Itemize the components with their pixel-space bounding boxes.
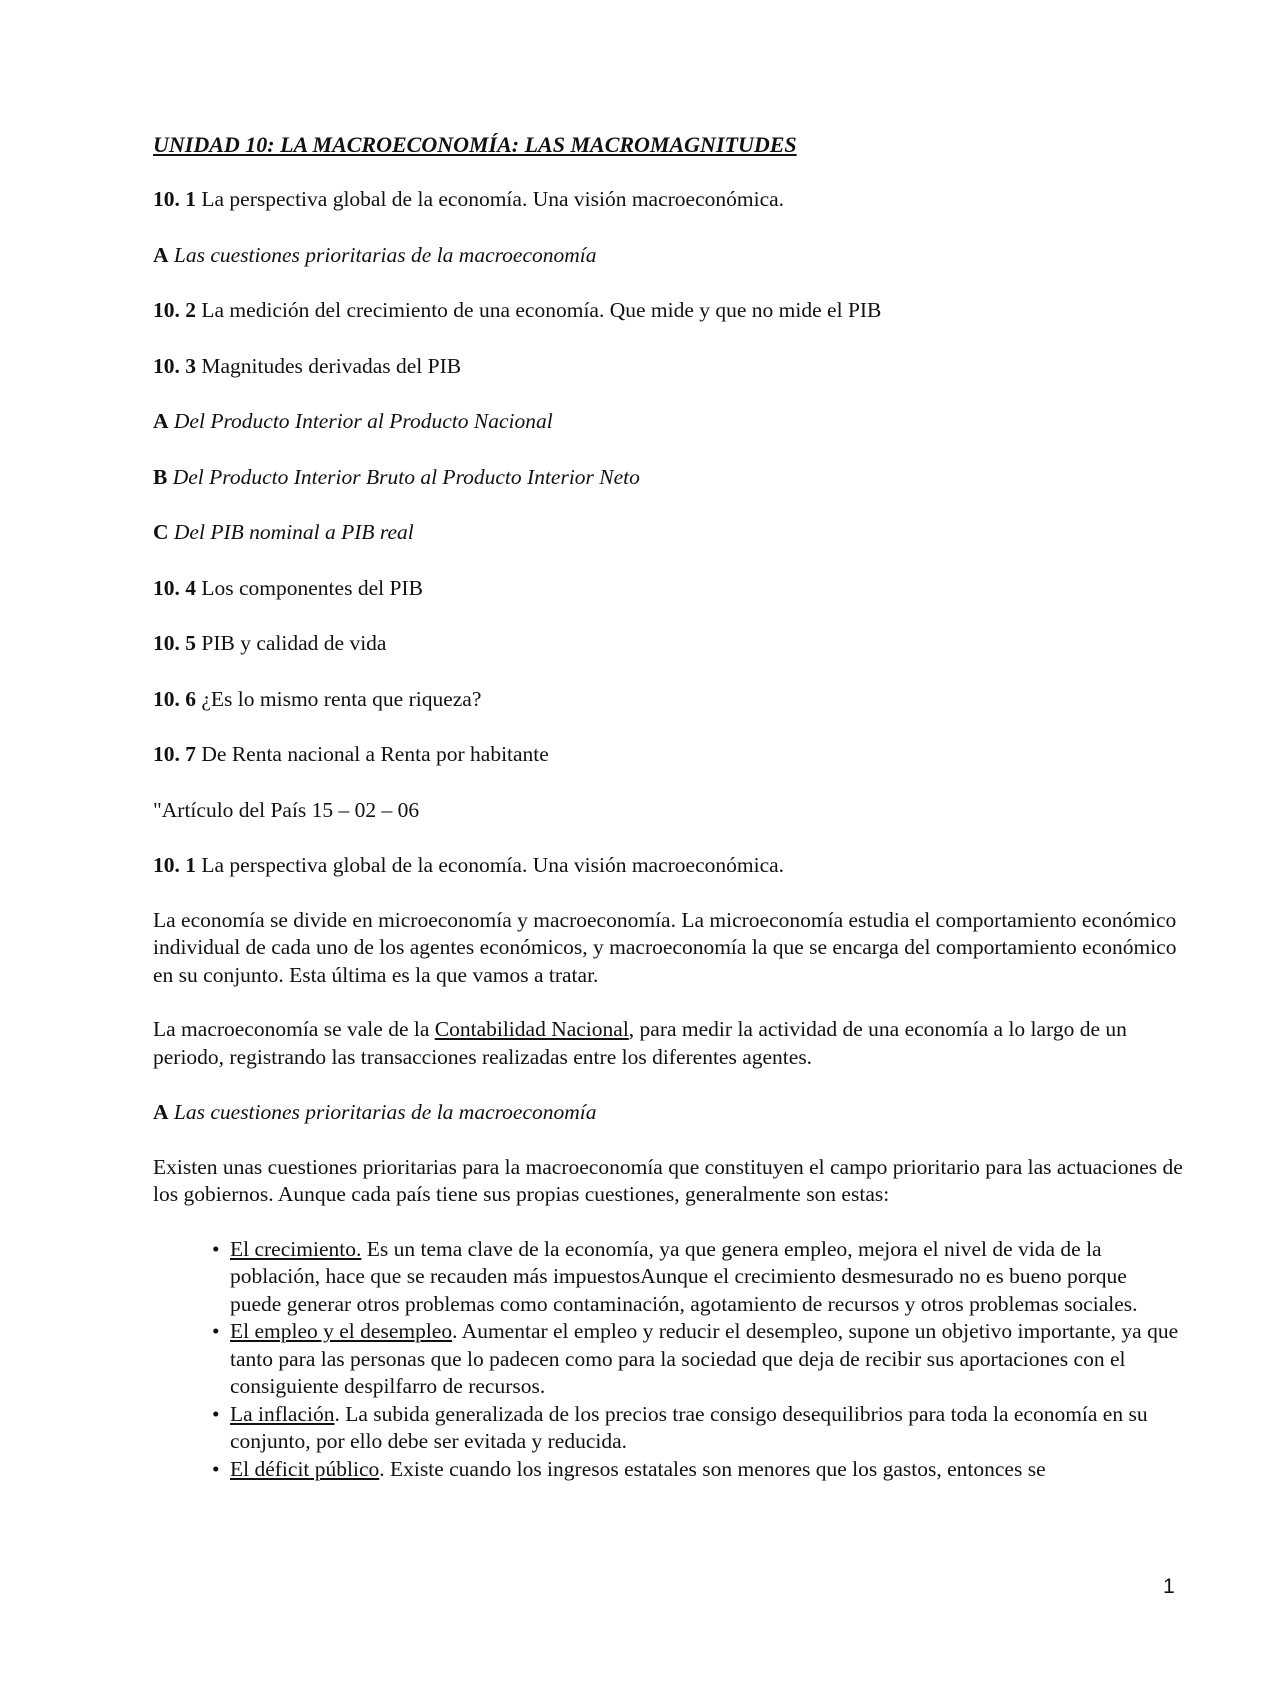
contabilidad-nacional-term: Contabilidad Nacional <box>434 1017 629 1041</box>
index-text: Del Producto Interior al Producto Nacional <box>173 409 553 433</box>
list-item-term: El crecimiento. <box>230 1236 362 1261</box>
bullet-icon: • <box>212 1401 220 1426</box>
index-number: 10. 2 <box>153 298 196 322</box>
page-content <box>153 131 1183 1483</box>
list-item-text: . La subida generalizada de los precios trae consigo desequilibrios para toda la economía en su conjunto, por ello debe ser evitada y reducida. <box>230 1401 1148 1453</box>
subsection-letter: A <box>153 1100 169 1124</box>
index-item <box>153 463 1183 491</box>
index-text: ¿Es lo mismo renta que riqueza? <box>201 686 482 711</box>
bullet-icon: • <box>212 1236 220 1261</box>
bullet-icon: • <box>212 1319 220 1343</box>
paragraph-text: La macroeconomía se vale de la <box>153 1017 435 1041</box>
list-item <box>212 1456 1183 1484</box>
list-item-term: El déficit público <box>230 1456 380 1481</box>
subsection-heading <box>153 1098 1183 1126</box>
index-item <box>153 518 1183 546</box>
index-number: B <box>153 464 168 489</box>
index-item <box>153 241 1183 269</box>
subsection-title: Las cuestiones prioritarias de la macroeconomía <box>173 1100 597 1124</box>
index-text: Del PIB nominal a PIB real <box>173 520 414 544</box>
index-number: 10. 4 <box>153 575 196 600</box>
index-number: 10. 5 <box>153 631 196 655</box>
index-number: 10. 1 <box>153 187 196 211</box>
section-heading <box>153 851 1183 879</box>
index-item <box>153 407 1183 435</box>
paragraph <box>153 1016 1183 1071</box>
index-text: La perspectiva global de la economía. Una visión macroeconómica. <box>201 187 785 211</box>
list-item-text: . Aumentar el empleo y reducir el desempleo, supone un objetivo importante, ya que tanto para las personas que lo padecen como para la sociedad que deja de recibir sus aportaciones con el consiguiente despilfarro de recursos. <box>230 1319 1179 1398</box>
index-number: 10. 3 <box>153 353 196 378</box>
index-item <box>153 629 1183 657</box>
index-item <box>153 185 1183 213</box>
section-number: 10. 1 <box>153 853 196 877</box>
index-number: A <box>153 242 169 267</box>
list-item-term: El empleo y el desempleo <box>230 1319 453 1343</box>
index-number: 10. 7 <box>153 742 196 766</box>
bullet-icon: • <box>212 1456 220 1481</box>
page-title: UNIDAD 10: LA MACROECONOMÍA: LAS MACROMAGNITUDES <box>153 132 797 157</box>
index-text: De Renta nacional a Renta por habitante <box>201 742 549 766</box>
index-item <box>153 740 1183 768</box>
index-text: PIB y calidad de vida <box>201 631 387 655</box>
paragraph: La economía se divide en microeconomía y macroeconomía. La microeconomía estudia el comportamiento económico individual de cada uno de los agentes económicos, y macroeconomía la que se encarga del comportamiento económico en su conjunto. Esta última es la que vamos a tratar. <box>153 907 1177 987</box>
index-number: C <box>153 520 169 544</box>
index-number: 10. 6 <box>153 686 196 711</box>
index-item <box>153 296 1183 324</box>
priority-issues-list <box>153 1236 1183 1484</box>
index-item <box>153 352 1183 380</box>
list-item-text: Es un tema clave de la economía, ya que genera empleo, mejora el nivel de vida de la población, hace que se recauden más impuestosAunque el crecimiento desmesurado no es bueno porque puede generar otros problemas como contaminación, agotamiento de recursos y otros problemas sociales. <box>230 1236 1138 1316</box>
section-title: La perspectiva global de la economía. Una visión macroeconómica. <box>201 853 785 877</box>
index-text: La medición del crecimiento de una economía. Que mide y que no mide el PIB <box>201 298 882 322</box>
index-text: Del Producto Interior Bruto al Producto Interior Neto <box>172 464 640 489</box>
list-item <box>212 1236 1183 1319</box>
index-text: Magnitudes derivadas del PIB <box>201 353 462 378</box>
list-item-text: . Existe cuando los ingresos estatales son menores que los gastos, entonces se <box>379 1456 1046 1481</box>
index-text: Los componentes del PIB <box>201 575 423 600</box>
article-reference: "Artículo del País 15 – 02 – 06 <box>153 797 420 822</box>
paragraph-text: , para medir la actividad de una economía a lo largo de un periodo, registrando las transacciones realizadas entre los diferentes agentes. <box>153 1017 1127 1069</box>
list-item-term: La inflación <box>230 1401 335 1426</box>
index-item <box>153 574 1183 602</box>
index-number: A <box>153 409 169 433</box>
list-item <box>212 1318 1183 1401</box>
index-text: Las cuestiones prioritarias de la macroeconomía <box>173 242 597 267</box>
paragraph: Existen unas cuestiones prioritarias para la macroeconomía que constituyen el campo prioritario para las actuaciones de los gobiernos. Aunque cada país tiene sus propias cuestiones, generalmente son estas: <box>153 1154 1183 1206</box>
list-item <box>212 1401 1183 1456</box>
index-item <box>153 685 1183 713</box>
page-number: 1 <box>1163 1575 1175 1598</box>
